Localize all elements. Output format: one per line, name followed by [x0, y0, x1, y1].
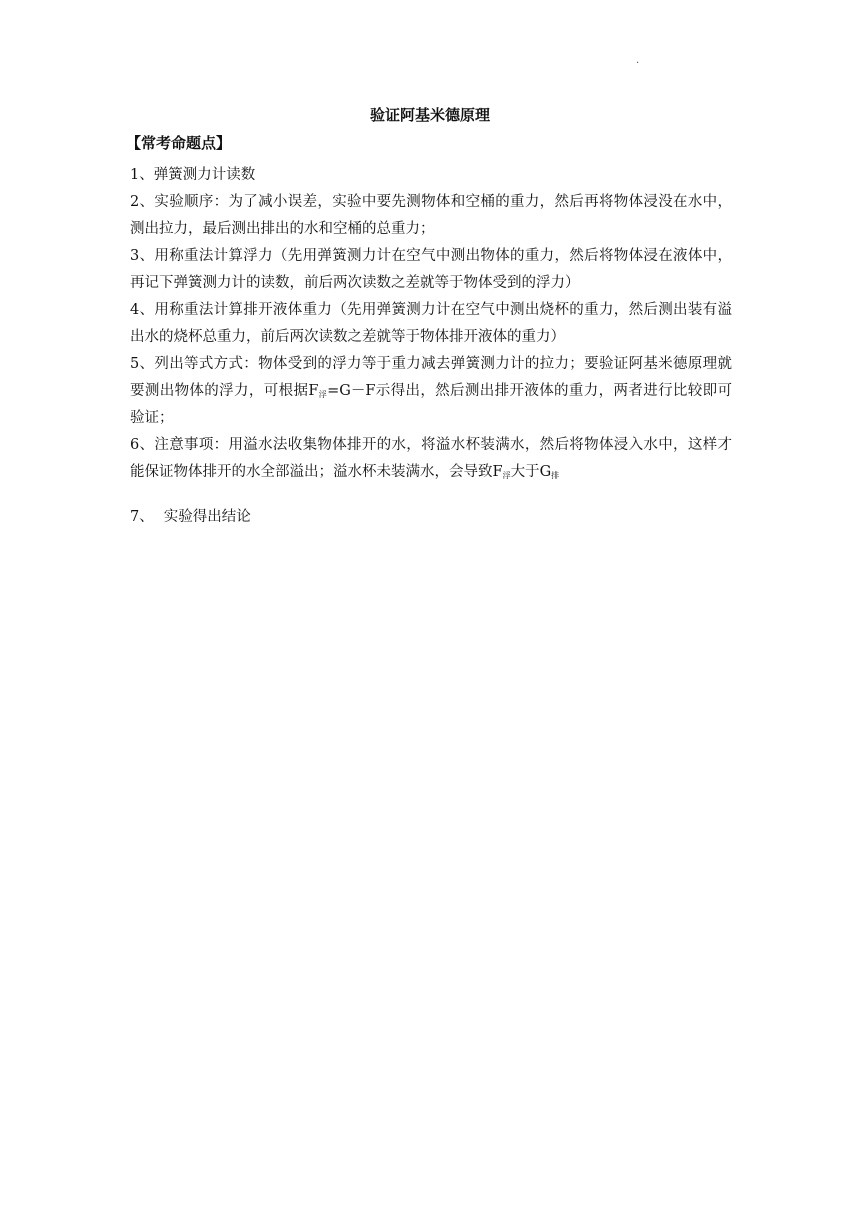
point-item-4	[130, 297, 732, 351]
point-item-6	[130, 432, 732, 486]
point-text: 弹簧测力计读数	[153, 167, 256, 183]
point-number: 7、	[130, 509, 154, 525]
point-list	[130, 162, 732, 531]
point-number: 3、	[130, 248, 155, 264]
point-item-7	[130, 504, 732, 531]
point-text: 实验顺序：为了减小误差，实验中要先测物体和空桶的重力，然后再将物体浸没在水中，测出拉力，最后测出排出的水和空桶的总重力；	[130, 194, 732, 237]
point-item-3	[130, 243, 732, 297]
displaced-subscript: 排	[551, 471, 560, 480]
point-text-before-formula: 注意事项：用溢水法收集物体排开的水，将溢水杯装满水，然后将物体浸入水中，这样才能保证物体排开的水全部溢出；溢水杯未装满水，会导致	[130, 437, 732, 480]
point-item-5	[130, 351, 732, 432]
formula-tail: =G－F	[327, 383, 376, 399]
point-text: 用称重法计算排开液体重力（先用弹簧测力计在空气中测出烧杯的重力，然后测出装有溢出水的烧杯总重力，前后两次读数之差就等于物体排开液体的重力）	[130, 302, 732, 345]
point-number: 4、	[130, 302, 155, 318]
buoyancy-subscript: 浮	[318, 390, 328, 399]
point-text: 实验得出结论	[163, 509, 251, 525]
force-symbol-f: F	[492, 464, 503, 480]
point-text-before-formula: 列出等式方式：物体受到的浮力等于重力减去弹簧测力计的拉力；要验证阿基米德原理就要测出物体的浮力，可根据	[130, 356, 732, 399]
point-text-after-formula: 示得出，然后测出排开液体的重力，两者进行比较即可验证；	[130, 383, 733, 426]
document-title: 验证阿基米德原理	[369, 106, 490, 124]
point-text: 用称重法计算浮力（先用弹簧测力计在空气中测出物体的重力，然后将物体浸在液体中，再记下弹簧测力计的读数，前后两次读数之差就等于物体受到的浮力）	[130, 248, 732, 291]
corner-mark: .	[636, 55, 640, 66]
point-number: 5、	[130, 356, 155, 372]
section-heading: 【常考命题点】	[126, 134, 232, 152]
force-symbol-f: F	[308, 383, 319, 399]
point-item-1	[130, 162, 732, 189]
buoyancy-subscript: 浮	[502, 471, 511, 480]
point-number: 6、	[130, 437, 155, 453]
point-number: 1、	[130, 167, 154, 183]
comparison-text: 大于	[510, 464, 540, 480]
point-item-2	[130, 189, 732, 243]
point-number: 2、	[130, 194, 155, 210]
weight-symbol-g: G	[539, 464, 552, 480]
